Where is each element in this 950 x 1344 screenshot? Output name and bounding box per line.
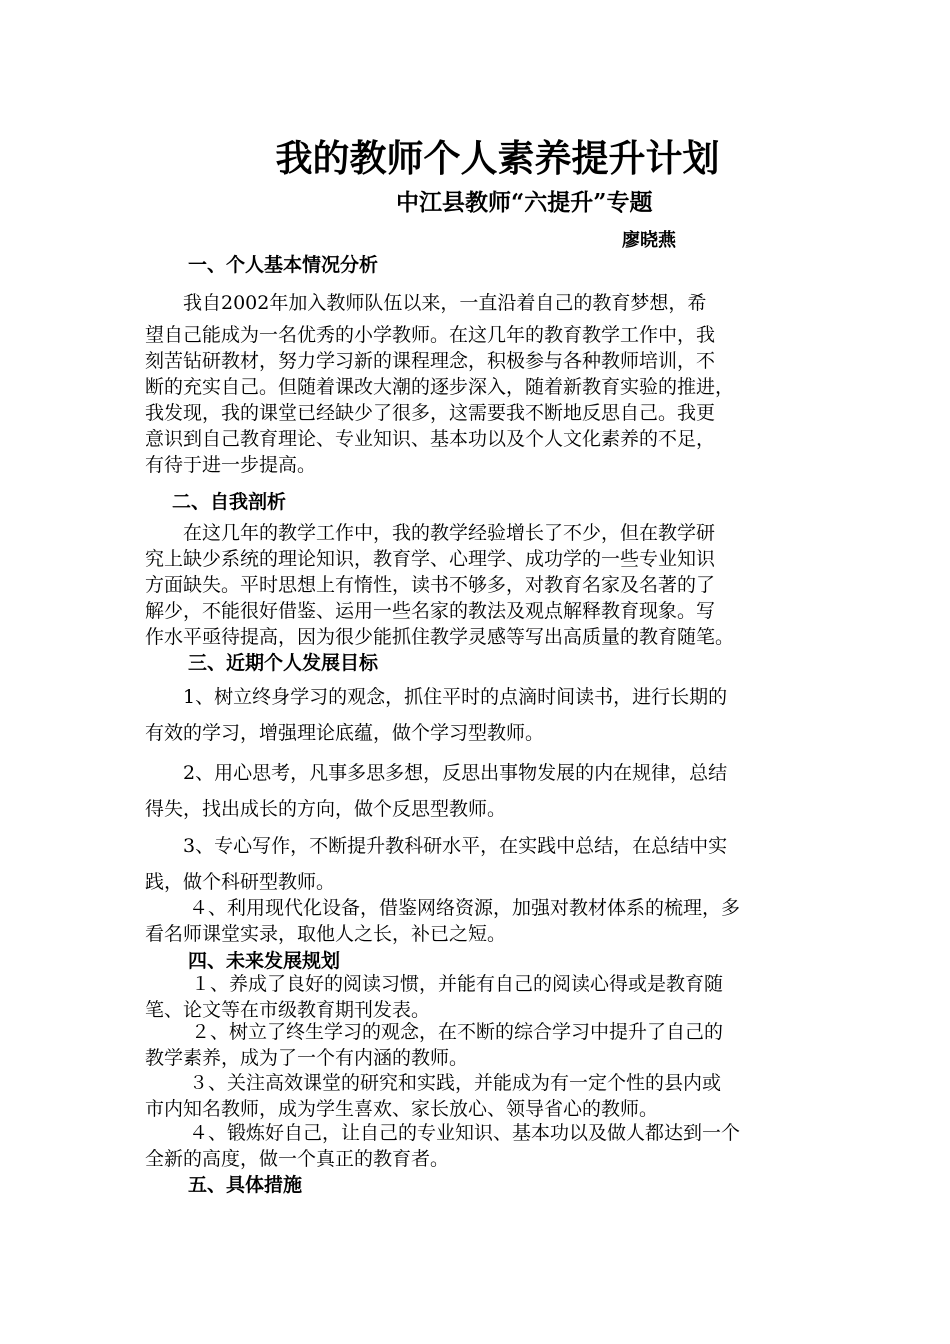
section-1-line: 望自己能成为一名优秀的小学教师。在这几年的教育教学工作中，我 — [145, 324, 716, 346]
section-3-item-line: 看名师课堂实录，取他人之长，补已之短。 — [145, 923, 507, 945]
section-1-line: 有待于进一步提高。 — [145, 454, 317, 476]
section-4-item-line: 市内知名教师，成为学生喜欢、家长放心、领导省心的教师。 — [145, 1098, 659, 1120]
section-3-item-3 — [145, 829, 810, 901]
document-title: 我的教师个人素养提升计划 — [275, 136, 720, 180]
section-3-item-line: 得失，找出成长的方向，做个反思型教师。 — [145, 798, 507, 820]
section-3-item-4 — [145, 895, 810, 947]
section-5-heading: 五、具体措施 — [188, 1174, 303, 1196]
section-4-item-line: 全新的高度，做一个真正的教育者。 — [145, 1148, 450, 1170]
section-1-body — [145, 284, 810, 478]
section-1-line: 我发现，我的课堂已经缺少了很多，这需要我不断地反思自己。我更 — [145, 402, 716, 424]
section-3-heading: 三、近期个人发展目标 — [188, 652, 379, 674]
section-2-body — [145, 520, 810, 650]
section-3-item-line: 有效的学习，增强理论底蕴，做个学习型教师。 — [145, 722, 545, 744]
section-4-item-line: ２、树立了终生学习的观念，在不断的综合学习中提升了自己的 — [191, 1021, 724, 1043]
section-4-item-3 — [145, 1070, 810, 1122]
section-3-item-line: 2、用心思考，凡事多思多想，反思出事物发展的内在规律，总结 — [183, 762, 728, 784]
section-3-item-2 — [145, 756, 810, 828]
section-2-line: 作水平亟待提高，因为很少能抓住教学灵感等写出高质量的教育随笔。 — [145, 626, 735, 648]
section-4-item-line: ４、锻炼好自己，让自己的专业知识、基本功以及做人都达到一个 — [189, 1122, 741, 1144]
section-4-item-line: 笔、论文等在市级教育期刊发表。 — [145, 999, 431, 1021]
section-4-item-line: １、养成了良好的阅读习惯，并能有自己的阅读心得或是教育随 — [191, 973, 724, 995]
section-2-line: 解少，不能很好借鉴、运用一些名家的教法及观点解释教育现象。写 — [145, 600, 716, 622]
section-2-heading: 二、自我剖析 — [172, 491, 287, 513]
section-4-item-4 — [145, 1120, 810, 1172]
section-3-item-1 — [145, 680, 810, 752]
section-2-line: 究上缺少系统的理论知识，教育学、心理学、成功学的一些专业知识 — [145, 548, 716, 570]
section-4-item-2 — [145, 1019, 810, 1071]
section-4-item-line: ３、关注高效课堂的研究和实践，并能成为有一定个性的县内或 — [189, 1072, 722, 1094]
author-name: 廖晓燕 — [622, 230, 676, 251]
section-2-line: 方面缺失。平时思想上有惰性，读书不够多，对教育名家及名著的了 — [145, 574, 716, 596]
section-4-heading: 四、未来发展规划 — [188, 950, 341, 972]
section-1-line: 断的充实自己。但随着课改大潮的逐步深入，随着新教育实验的推进， — [145, 376, 735, 398]
section-1-line: 意识到自己教育理论、专业知识、基本功以及个人文化素养的不足， — [145, 428, 716, 450]
section-2-line: 在这几年的教学工作中，我的教学经验增长了不少，但在教学研 — [183, 522, 716, 544]
document-subtitle: 中江县教师“六提升”专题 — [396, 189, 653, 216]
section-3-item-line: ４、利用现代化设备，借鉴网络资源，加强对教材体系的梳理，多 — [189, 897, 741, 919]
section-3-item-line: 1、树立终身学习的观念，抓住平时的点滴时间读书，进行长期的 — [183, 686, 728, 708]
section-3-item-line: 3、专心写作，不断提升教科研水平，在实践中总结，在总结中实 — [183, 835, 728, 857]
section-1-line: 刻苦钻研教材，努力学习新的课程理念，积极参与各种教师培训，不 — [145, 350, 716, 372]
section-1-line: 我自2002年加入教师队伍以来，一直沿着自己的教育梦想，希 — [183, 292, 707, 314]
section-3-item-line: 践，做个科研型教师。 — [145, 871, 336, 893]
section-4-item-line: 教学素养，成为了一个有内涵的教师。 — [145, 1047, 469, 1069]
section-1-heading: 一、个人基本情况分析 — [188, 254, 379, 276]
section-4-item-1 — [145, 971, 810, 1023]
